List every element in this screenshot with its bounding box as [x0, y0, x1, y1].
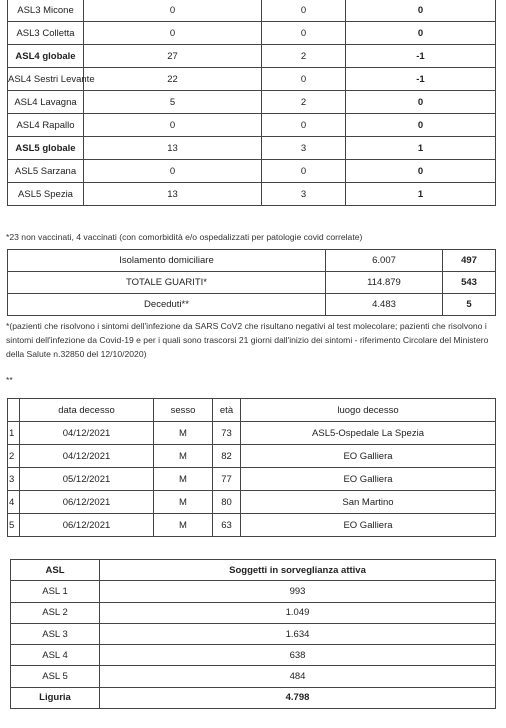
table-row [8, 114, 496, 137]
value-cell: 2 [262, 91, 346, 114]
value-cell: 5 [84, 91, 262, 114]
summary-label: TOTALE GUARITI* [8, 272, 326, 294]
death-date: 06/12/2021 [20, 491, 154, 514]
death-date: 04/12/2021 [20, 422, 154, 445]
asl-name-cell: ASL4 Rapallo [8, 114, 84, 137]
table-row [11, 666, 496, 687]
table-header-row [11, 560, 496, 581]
table-row [11, 645, 496, 666]
table-row [8, 294, 496, 316]
value-cell: 3 [262, 183, 346, 206]
surveillance-table [10, 559, 496, 709]
sex: M [154, 468, 213, 491]
summary-total: 6.007 [326, 250, 443, 272]
age: 77 [213, 468, 241, 491]
table-row [8, 68, 496, 91]
row-number: 4 [8, 491, 20, 514]
value-cell: 3 [262, 137, 346, 160]
table-row [8, 160, 496, 183]
sex: M [154, 445, 213, 468]
delta-cell: -1 [346, 68, 496, 91]
value-cell: 13 [84, 183, 262, 206]
table-row [11, 581, 496, 602]
table-row [8, 45, 496, 68]
age: 82 [213, 445, 241, 468]
value-cell: 0 [84, 160, 262, 183]
asl-name-cell: ASL5 Sarzana [8, 160, 84, 183]
asl-name-cell: ASL4 globale [8, 45, 84, 68]
asl-label: ASL 1 [11, 581, 100, 602]
delta-cell: 0 [346, 0, 496, 22]
table-row [8, 137, 496, 160]
table-header-row [8, 399, 496, 422]
surveillance-count: 993 [100, 581, 496, 602]
asl-name-cell: ASL3 Colletta [8, 22, 84, 45]
deaths-table [7, 398, 496, 537]
value-cell: 0 [262, 68, 346, 91]
summary-label: Deceduti** [8, 294, 326, 316]
asl-label: ASL 5 [11, 666, 100, 687]
age: 80 [213, 491, 241, 514]
summary-delta: 497 [443, 250, 496, 272]
asl-label: ASL 4 [11, 645, 100, 666]
asl-name-cell: ASL5 globale [8, 137, 84, 160]
delta-cell: 1 [346, 183, 496, 206]
value-cell: 27 [84, 45, 262, 68]
delta-cell: 0 [346, 91, 496, 114]
surveillance-count: 1.049 [100, 602, 496, 623]
asl-name-cell: ASL3 Micone [8, 0, 84, 22]
asl-hospital-table [7, 0, 496, 206]
col-header-number [8, 399, 20, 422]
delta-cell: 0 [346, 160, 496, 183]
table-row [8, 491, 496, 514]
surveillance-count: 1.634 [100, 623, 496, 644]
value-cell: 0 [262, 0, 346, 22]
col-header-asl: ASL [11, 560, 100, 581]
delta-cell: 1 [346, 137, 496, 160]
table-row [8, 91, 496, 114]
surveillance-count: 638 [100, 645, 496, 666]
summary-delta: 5 [443, 294, 496, 316]
delta-cell: 0 [346, 22, 496, 45]
table-row [8, 0, 496, 22]
age: 63 [213, 514, 241, 537]
summary-label: Isolamento domiciliare [8, 250, 326, 272]
table-total-row [11, 687, 496, 708]
summary-table [7, 249, 496, 316]
table-row [11, 602, 496, 623]
deaths-footnote-marker: ** [6, 375, 13, 385]
asl-name-cell: ASL4 Lavagna [8, 91, 84, 114]
value-cell: 0 [84, 22, 262, 45]
death-date: 06/12/2021 [20, 514, 154, 537]
total-label: Liguria [11, 687, 100, 708]
age: 73 [213, 422, 241, 445]
value-cell: 13 [84, 137, 262, 160]
delta-cell: -1 [346, 45, 496, 68]
row-number: 5 [8, 514, 20, 537]
asl-label: ASL 2 [11, 602, 100, 623]
value-cell: 2 [262, 45, 346, 68]
value-cell: 0 [262, 22, 346, 45]
table-row [8, 183, 496, 206]
summary-total: 114.879 [326, 272, 443, 294]
asl-name-cell: ASL4 Sestri Levante [8, 68, 84, 91]
row-number: 3 [8, 468, 20, 491]
row-number: 2 [8, 445, 20, 468]
sex: M [154, 491, 213, 514]
col-header-date: data decesso [20, 399, 154, 422]
col-header-age: età [213, 399, 241, 422]
table-row [8, 445, 496, 468]
col-header-sex: sesso [154, 399, 213, 422]
place: EO Galliera [241, 468, 496, 491]
place: San Martino [241, 491, 496, 514]
surveillance-count: 484 [100, 666, 496, 687]
total-count: 4.798 [100, 687, 496, 708]
asl-name-cell: ASL5 Spezia [8, 183, 84, 206]
col-header-surveillance: Soggetti in sorveglianza attiva [100, 560, 496, 581]
value-cell: 0 [84, 114, 262, 137]
table-row [8, 468, 496, 491]
asl-label: ASL 3 [11, 623, 100, 644]
table-row [8, 514, 496, 537]
table-row [8, 272, 496, 294]
row-number: 1 [8, 422, 20, 445]
place: EO Galliera [241, 514, 496, 537]
value-cell: 0 [84, 0, 262, 22]
sex: M [154, 514, 213, 537]
recovered-definition-note: *(pazienti che risolvono i sintomi dell'infezione da SARS CoV2 che risultano negativi al test molecolare; pazienti che risolvono i sintomi dell'infezione da Covid-19 e per i quali sono trascorsi 21 giorni dall'inizio dei sintomi - riferimento Circolare del Ministero della Salute n.32850 del 12/10/2020) [6, 321, 489, 359]
table-row [8, 22, 496, 45]
death-date: 04/12/2021 [20, 445, 154, 468]
sex: M [154, 422, 213, 445]
summary-delta: 543 [443, 272, 496, 294]
place: ASL5-Ospedale La Spezia [241, 422, 496, 445]
place: EO Galliera [241, 445, 496, 468]
table-row [11, 623, 496, 644]
death-date: 05/12/2021 [20, 468, 154, 491]
delta-cell: 0 [346, 114, 496, 137]
col-header-place: luogo decesso [241, 399, 496, 422]
vaccination-note: *23 non vaccinati, 4 vaccinati (con comorbidità e/o ospedalizzati per patologie covid correlate) [6, 232, 363, 242]
value-cell: 0 [262, 114, 346, 137]
value-cell: 0 [262, 160, 346, 183]
table-row [8, 422, 496, 445]
summary-total: 4.483 [326, 294, 443, 316]
value-cell: 22 [84, 68, 262, 91]
table-row [8, 250, 496, 272]
